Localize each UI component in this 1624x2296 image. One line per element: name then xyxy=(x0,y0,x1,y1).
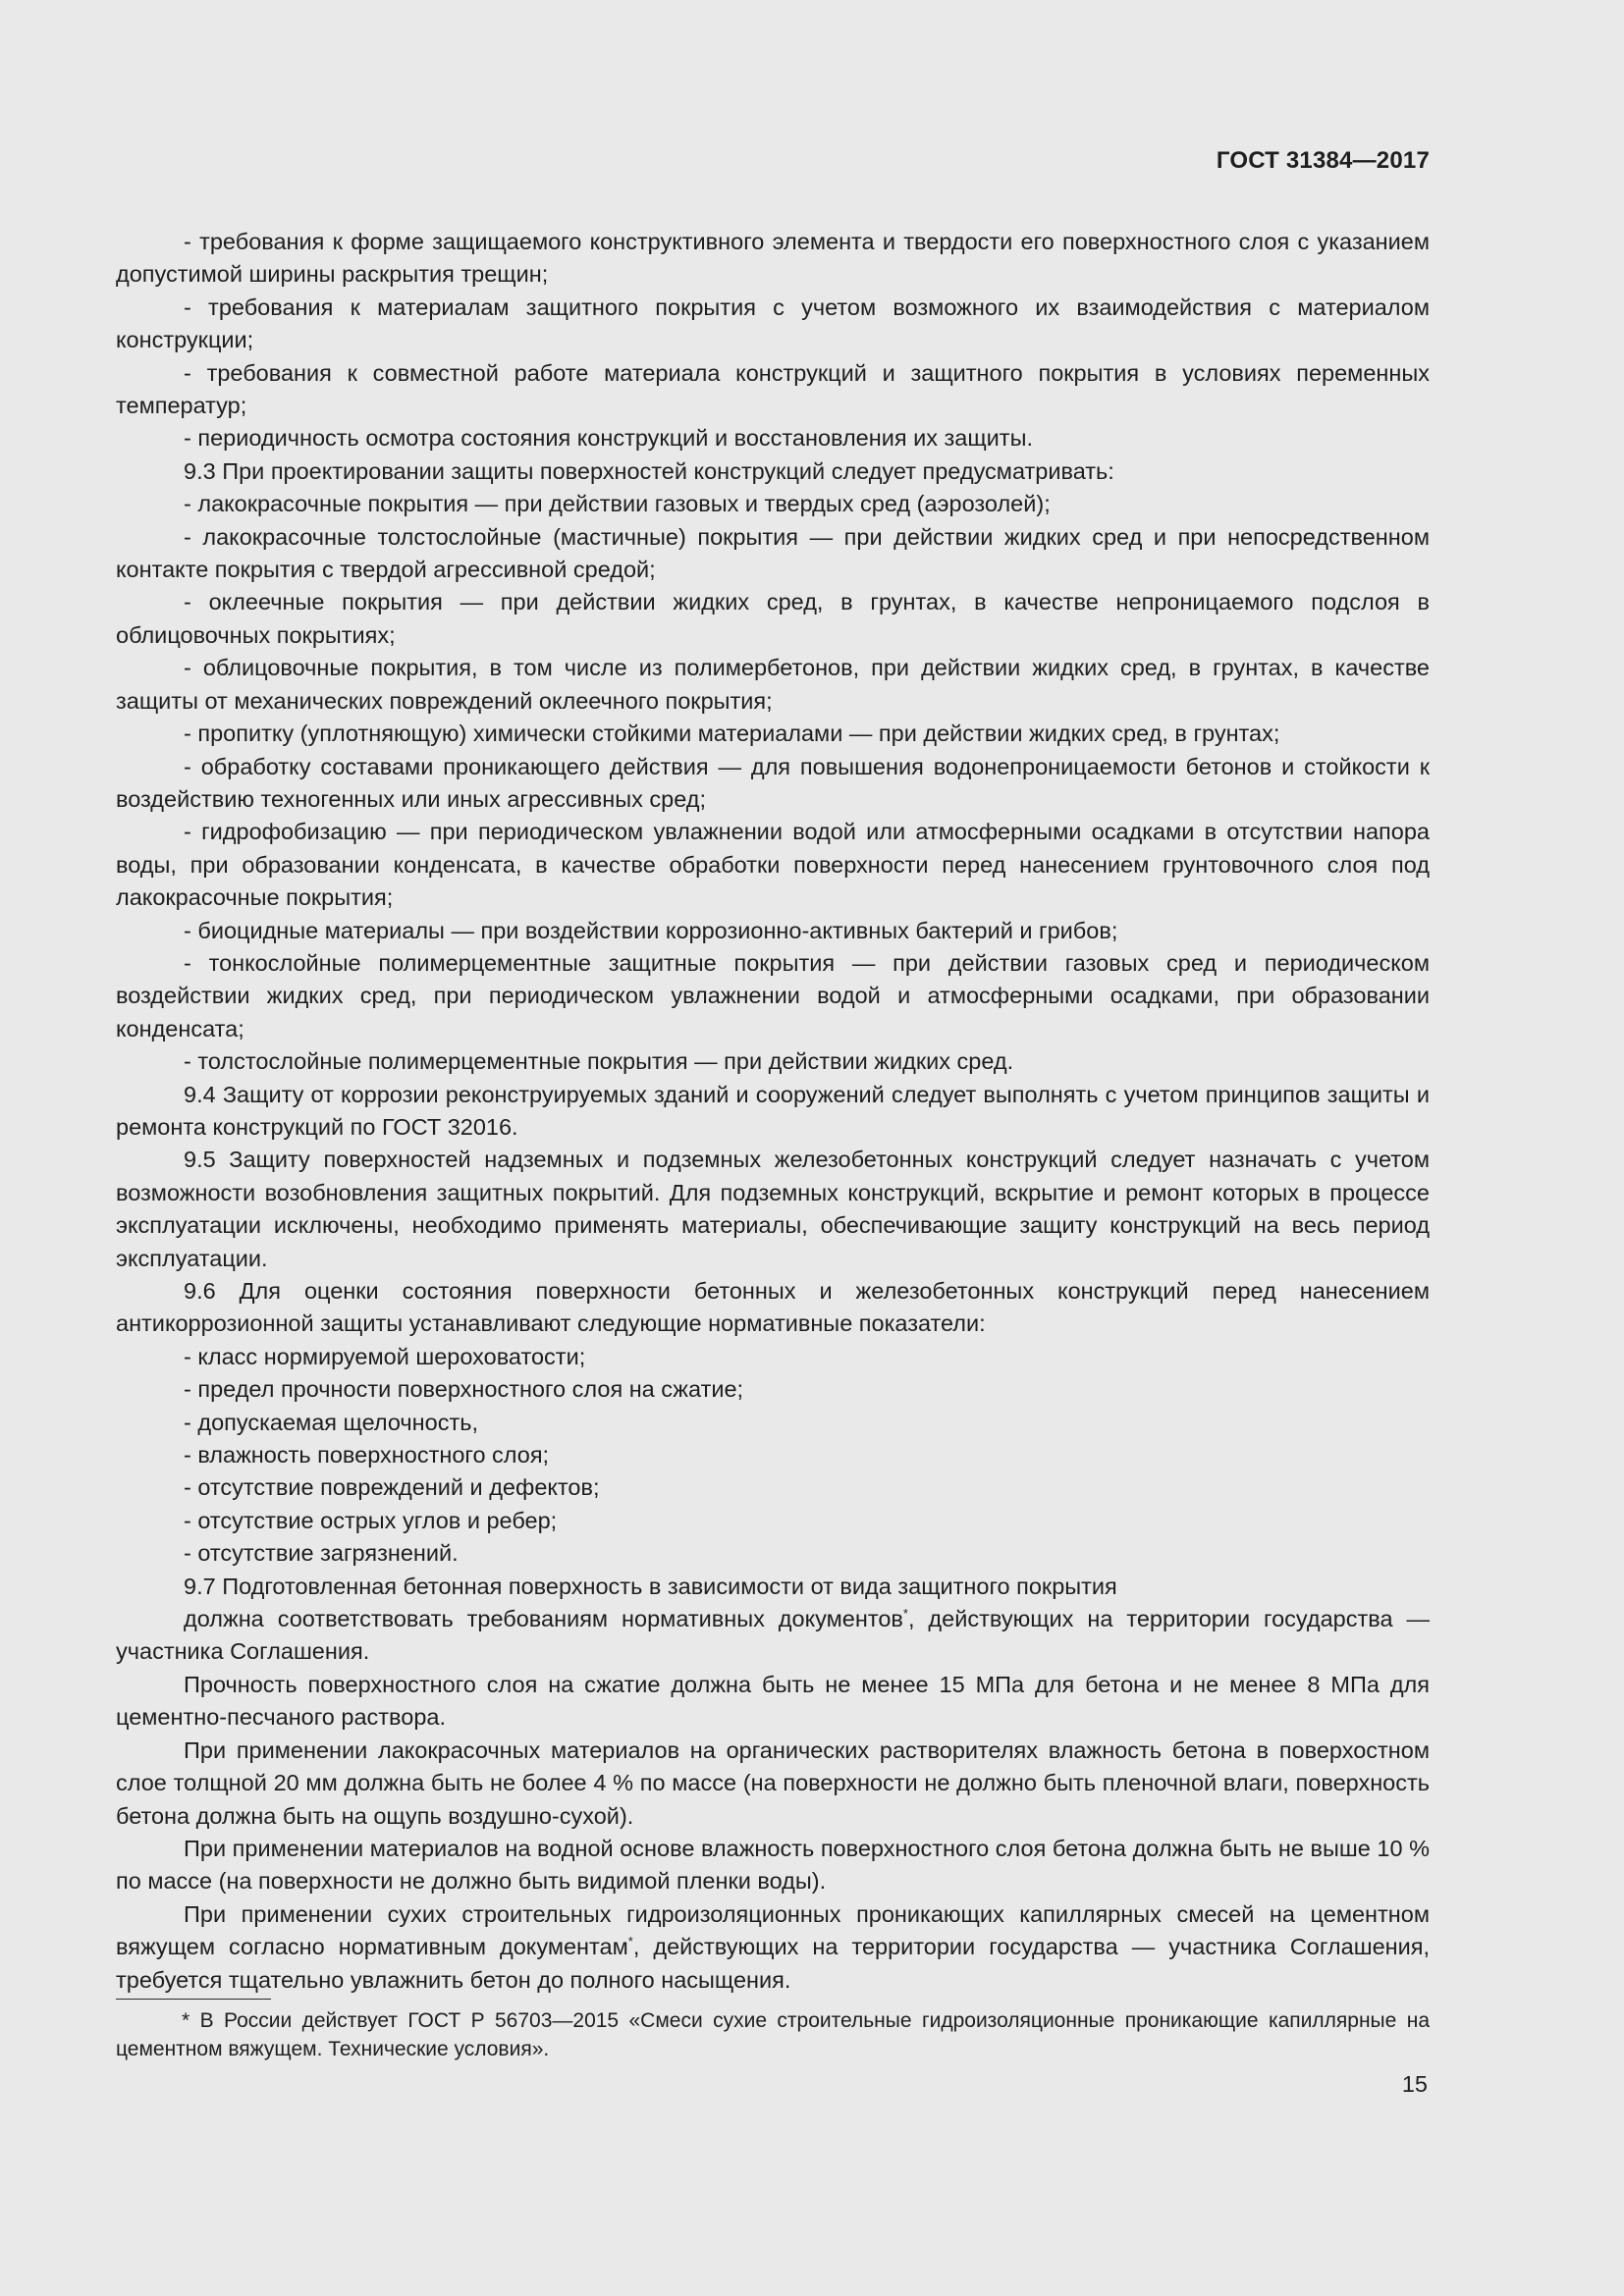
text-run: При применении сухих строительных гидроизоляционных проникающих капиллярных смесей на цементном вяжущем согласно нормативным документам xyxy=(116,1900,1430,1960)
paragraph: Прочность поверхностного слоя на сжатие должна быть не менее 15 МПа для бетона и не менее 8 МПа для цементно-песчаного раствора. xyxy=(116,1671,1430,1731)
list-item: - облицовочные покрытия, в том числе из полимербетонов, при действии жидких сред, в грунтах, в качестве защиты от механических повреждений оклеечного покрытия; xyxy=(116,655,1430,714)
list-item: - оклеечные покрытия — при действии жидких сред, в грунтах, в качестве непроницаемого подслоя в облицовочных покрытиях; xyxy=(116,589,1430,648)
paragraph xyxy=(116,1898,1430,1997)
list-item: - лакокрасочные покрытия — при действии газовых и твердых сред (аэрозолей); xyxy=(184,491,1051,517)
footnote-separator xyxy=(116,1999,271,2000)
list-item: - тонкослойные полимерцементные защитные покрытия — при действии газовых сред и периодическом воздействии жидких сред, при периодическом увлажнении водой и атмосферными осадками, при образовании конденсата; xyxy=(116,949,1430,1041)
footnote-mark: * xyxy=(902,1606,908,1622)
document-body xyxy=(116,226,1430,1997)
document-header: ГОСТ 31384—2017 xyxy=(1216,147,1430,174)
list-item: - предел прочности поверхностного слоя на сжатие; xyxy=(184,1376,744,1403)
list-item: - лакокрасочные толстослойные (мастичные) покрытия — при действии жидких сред и при непосредственном контакте покрытия с твердой агрессивной средой; xyxy=(116,523,1430,583)
list-item: - влажность поверхностного слоя; xyxy=(184,1442,550,1468)
clause-9-4: 9.4 Защиту от коррозии реконструируемых зданий и сооружений следует выполнять с учетом принципов защиты и ремонта конструкций по ГОСТ 32016. xyxy=(116,1081,1430,1140)
text-run: , действующих на территории государства — участника Соглашения. xyxy=(116,1606,1430,1665)
clause-9-6: 9.6 Для оценки состояния поверхности бетонных и железобетонных конструкций перед нанесением антикоррозионной защиты устанавливают следующие нормативные показатели: xyxy=(116,1278,1430,1337)
list-item: - периодичность осмотра состояния конструкций и восстановления их защиты. xyxy=(184,425,1033,452)
list-item: - гидрофобизацию — при периодическом увлажнении водой или атмосферными осадками в отсутствии напора воды, при образовании конденсата, в качестве обработки поверхности перед нанесением грунтовочного слоя под лакокрасочные покрытия; xyxy=(116,819,1430,911)
page-number: 15 xyxy=(1401,2071,1428,2097)
list-item: - требования к форме защищаемого конструктивного элемента и твердости его поверхностного слоя с указанием допустимой ширины раскрытия трещин; xyxy=(116,229,1430,288)
list-item: - пропитку (уплотняющую) химически стойкими материалами — при действии жидких сред, в грунтах; xyxy=(184,721,1280,747)
list-item: - отсутствие загрязнений. xyxy=(184,1540,459,1567)
text-run: , действующих на территории государства — участника Соглашения, требуется тщательно увлажнить бетон до полного насыщения. xyxy=(116,1934,1430,1993)
clause-9-5: 9.5 Защиту поверхностей надземных и подземных железобетонных конструкций следует назначать с учетом возможности возобновления защитных покрытий. Для подземных конструкций, вскрытие и ремонт которых в процессе эксплуатации исключены, необходимо применять материалы, обеспечивающие защиту конструкций на весь период эксплуатации. xyxy=(116,1147,1430,1271)
list-item: - допускаемая щелочность, xyxy=(184,1409,478,1435)
list-item: - класс нормируемой шероховатости; xyxy=(184,1343,586,1369)
list-item: - требования к совместной работе материала конструкций и защитного покрытия в условиях переменных температур; xyxy=(116,359,1430,419)
list-item: - отсутствие острых углов и ребер; xyxy=(184,1507,558,1533)
clause-9-3: 9.3 При проектировании защиты поверхностей конструкций следует предусматривать: xyxy=(184,457,1114,484)
list-item: - требования к материалам защитного покрытия с учетом возможного их взаимодействия с материалом конструкции; xyxy=(116,294,1430,353)
paragraph: При применении материалов на водной основе влажность поверхностного слоя бетона должна быть не выше 10 % по массе (на поверхности не должно быть видимой пленки воды). xyxy=(116,1835,1430,1895)
footnote-mark: * xyxy=(627,1934,633,1949)
list-item: - биоцидные материалы — при воздействии коррозионно-активных бактерий и грибов; xyxy=(184,917,1118,943)
text-run: должна соответствовать требованиям нормативных документов xyxy=(184,1606,903,1632)
footnote: * В России действует ГОСТ Р 56703—2015 «Смеси сухие строительные гидроизоляционные проникающие капиллярные на цементном вяжущем. Технические условия». xyxy=(116,2009,1430,2060)
clause-9-7: 9.7 Подготовленная бетонная поверхность в зависимости от вида защитного покрытия xyxy=(184,1573,1117,1599)
list-item: - толстослойные полимерцементные покрытия — при действии жидких сред. xyxy=(184,1048,1014,1075)
clause-9-7-continuation xyxy=(116,1603,1430,1669)
list-item: - отсутствие повреждений и дефектов; xyxy=(184,1474,600,1501)
list-item: - обработку составами проникающего действия — для повышения водонепроницаемости бетонов и стойкости к воздействию техногенных или иных агрессивных сред; xyxy=(116,753,1430,812)
paragraph: При применении лакокрасочных материалов на органических растворителях влажность бетона в поверхостном слое толщной 20 мм должна быть не более 4 % по массе (на поверхности не должно быть пленочной влаги, поверхность бетона должна быть на ощупь воздушно-сухой). xyxy=(116,1736,1430,1829)
